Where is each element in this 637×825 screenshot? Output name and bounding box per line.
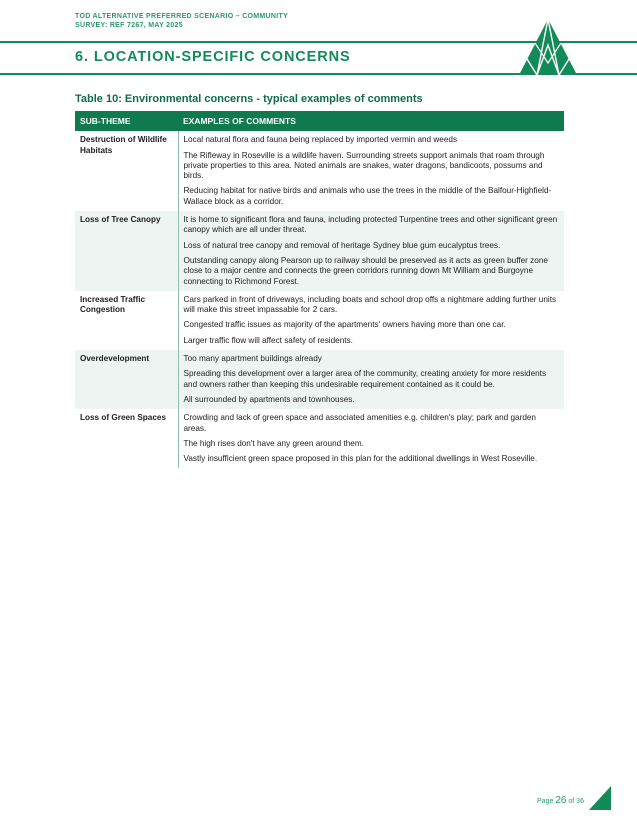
comment-text: Local natural flora and fauna being replaced by imported vermin and weeds [183, 135, 458, 145]
comments-cell [178, 131, 564, 211]
page-total: of 36 [568, 798, 584, 805]
comment-text: Loss of natural tree canopy and removal of heritage Sydney blue gum eucalyptus trees. [183, 240, 501, 250]
header-sub-theme: SUB-THEME [75, 111, 178, 131]
table-row [75, 350, 564, 409]
sub-theme-cell: Increased Traffic Congestion [75, 291, 178, 350]
sub-theme-cell: Destruction of Wildlife Habitats [75, 131, 178, 211]
table-row [75, 131, 564, 211]
page-current: 26 [555, 795, 567, 806]
comments-cell [178, 409, 564, 468]
header-examples: EXAMPLES OF COMMENTS [178, 111, 564, 131]
comment-text: It is home to significant flora and fauna, including protected Turpentine trees and other significant green canopy which are all under threat. [183, 215, 558, 235]
sub-theme-cell: Loss of Tree Canopy [75, 211, 178, 291]
sub-theme-cell: Loss of Green Spaces [75, 409, 178, 468]
comment-text: Vastly insufficient green space proposed in this plan for the additional dwellings in West Roseville. [183, 454, 538, 464]
section-title: 6. LOCATION-SPECIFIC CONCERNS [75, 49, 351, 65]
table-header-row [75, 111, 564, 131]
table-row [75, 211, 564, 291]
comment-text: Congested traffic issues as majority of the apartments' owners having more than one car. [183, 320, 506, 330]
comment-text: The high rises don't have any green around them. [183, 438, 364, 448]
report-header-line2: SURVEY: REF 7267, MAY 2025 [75, 22, 183, 29]
comment-text: All surrounded by apartments and townhouses. [183, 394, 355, 404]
table-row [75, 409, 564, 468]
table-row [75, 291, 564, 350]
comment-text: Crowding and lack of green space and associated amenities e.g. children's play; park and garden areas. [183, 413, 536, 433]
table-caption: Table 10: Environmental concerns - typical examples of comments [75, 93, 423, 105]
comment-text: Larger traffic flow will affect safety of residents. [183, 335, 353, 345]
comments-cell [178, 211, 564, 291]
report-header-line1: TOD ALTERNATIVE PREFERRED SCENARIO – COMMUNITY [75, 13, 289, 20]
comment-text: Too many apartment buildings already [183, 354, 322, 364]
sub-theme-cell: Overdevelopment [75, 350, 178, 409]
comment-text: The Rifleway in Roseville is a wildlife haven. Surrounding streets support animals that roam through private properties to this area. Noted animals are snakes, water dragons, bandicoots, possums and birds. [183, 150, 545, 181]
comments-cell [178, 291, 564, 350]
report-header [75, 12, 288, 30]
comments-cell [178, 350, 564, 409]
corner-triangle-icon [589, 786, 611, 810]
comment-text: Cars parked in front of driveways, including boats and school drop offs a nightmare adding further units will make this street impassable for 2 cars. [183, 294, 557, 315]
environmental-concerns-table [75, 111, 564, 468]
comment-text: Reducing habitat for native birds and animals who use the trees in the middle of the Balfour-Highfield-Wallace block as a corridor. [183, 186, 552, 206]
page-number [537, 795, 584, 806]
page-label: Page [537, 798, 554, 805]
mountain-logo-icon [515, 17, 581, 77]
comment-text: Spreading this development over a larger area of the community, creating anxiety for more residents and owners rather than keeping this undesirable requirement contained as it could be. [183, 369, 547, 389]
comment-text: Outstanding canopy along Pearson up to railway should be preserved as it acts as green buffer zone close to a major centre and connects the green corridors running down Mt William and Burgoyne connecting to Richmond Forest. [183, 255, 548, 286]
